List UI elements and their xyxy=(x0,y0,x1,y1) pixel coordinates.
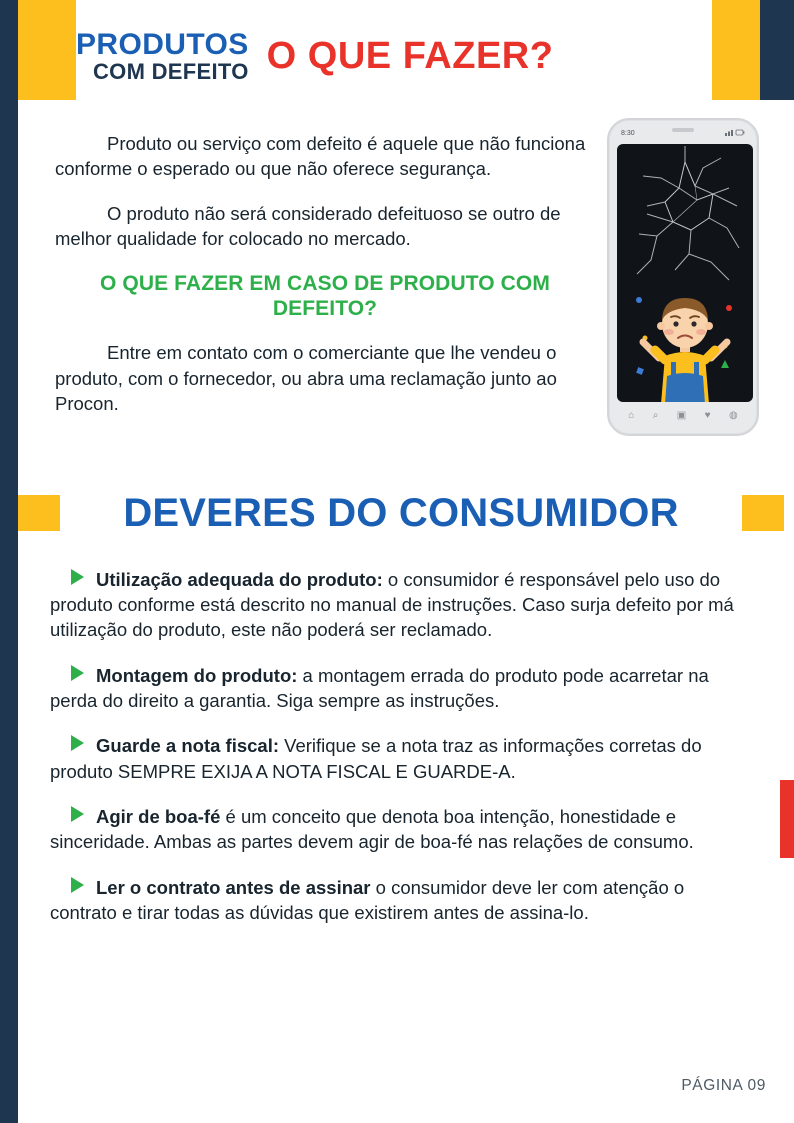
list-item xyxy=(50,567,750,643)
page-number: PÁGINA 09 xyxy=(681,1077,766,1094)
phone-bottom-nav xyxy=(609,402,757,428)
duty-text: o consumidor deve ler com atenção o contrato e tirar todas as dúvidas que existirem antes de assina-lo. xyxy=(50,876,685,923)
phone-speaker-notch xyxy=(672,128,694,132)
header-title-line2: COM DEFEITO xyxy=(92,58,249,84)
phone-status-time: 8:30 xyxy=(621,129,635,137)
intro-paragraph-3-text: Entre em contato com o comerciante que lhe vendeu o produto, com o fornecedor, ou abra uma reclamação junto ao Procon. xyxy=(55,342,557,415)
duties-list xyxy=(50,548,750,945)
page-header xyxy=(76,26,716,86)
intro-text-column xyxy=(55,112,595,436)
intro-paragraph-2 xyxy=(55,201,595,252)
cracked-glass-icon xyxy=(617,144,753,294)
header-title-line1: PRODUTOS xyxy=(76,27,249,61)
signal-battery-icon xyxy=(725,128,745,136)
duty-text: é um conceito que denota boa intenção, honestidade e sinceridade. Ambas as partes devem agir de boa-fé nas relações de consumo. xyxy=(50,805,694,853)
top-yellow-bar-left xyxy=(18,0,76,100)
duty-text: a montagem errada do produto pode acarretar na perda do direito a garantia. Siga sempre as instruções. xyxy=(50,664,709,711)
top-yellow-bar-right xyxy=(712,0,760,100)
search-icon: ⌕ xyxy=(652,409,659,421)
arrow-bullet-icon xyxy=(71,665,84,681)
duty-text: o consumidor é responsável pelo uso do produto conforme está descrito no manual de instruções. Caso surja defeito por má utilização do produto, este não poderá ser reclamado. xyxy=(50,568,734,641)
section-title: DEVERES DO CONSUMIDOR xyxy=(123,490,679,535)
left-navy-spine xyxy=(0,0,18,1123)
list-item xyxy=(50,875,750,926)
list-item xyxy=(50,804,750,855)
apps-icon: ▣ xyxy=(676,409,687,421)
intro-paragraph-2-text: O produto não será considerado defeituoso se outro de melhor qualidade for colocado no mercado. xyxy=(55,202,561,250)
intro-paragraph-3 xyxy=(55,340,595,417)
duty-term: Ler o contrato antes de assinar xyxy=(96,876,371,898)
heart-icon: ♥ xyxy=(704,409,711,421)
arrow-bullet-icon xyxy=(71,806,84,822)
arrow-bullet-icon xyxy=(71,569,84,585)
top-navy-bar-right xyxy=(760,0,794,100)
band-yellow-left xyxy=(18,495,60,531)
arrow-bullet-icon xyxy=(71,877,84,893)
section-band-deveres xyxy=(0,487,794,539)
home-icon: ⌂ xyxy=(628,409,635,421)
list-item xyxy=(50,733,750,784)
sad-child-illustration xyxy=(625,284,745,402)
duty-term: Guarde a nota fiscal: xyxy=(96,735,279,757)
phone-status-signal-icon xyxy=(725,128,745,138)
arrow-bullet-icon xyxy=(71,735,84,751)
intro-paragraph-1-text: Produto ou serviço com defeito é aquele que não funciona conforme o esperado ou que não oferece segurança. xyxy=(55,132,586,180)
header-title-left xyxy=(76,27,249,84)
phone-body xyxy=(607,118,759,436)
intro-subheading: O QUE FAZER EM CASO DE PRODUTO COM DEFEITO? xyxy=(100,271,550,321)
red-edge-tab xyxy=(780,780,794,858)
list-item xyxy=(50,663,750,714)
bottom-left-navy-block xyxy=(0,1063,18,1123)
duty-term: Utilização adequada do produto: xyxy=(96,568,383,590)
duty-text: Verifique se a nota traz as informações corretas do produto SEMPRE EXIJA A NOTA FISCAL E GUARDE-A. xyxy=(50,735,702,782)
intro-paragraph-1 xyxy=(55,131,595,182)
phone-screen xyxy=(617,144,753,402)
duty-term: Agir de boa-fé xyxy=(96,805,221,827)
broken-phone-screen-illustration xyxy=(607,118,759,436)
band-yellow-right xyxy=(742,495,784,531)
header-title-right: O QUE FAZER? xyxy=(266,34,554,77)
profile-icon: ◍ xyxy=(729,409,738,421)
duty-term: Montagem do produto: xyxy=(96,664,298,686)
